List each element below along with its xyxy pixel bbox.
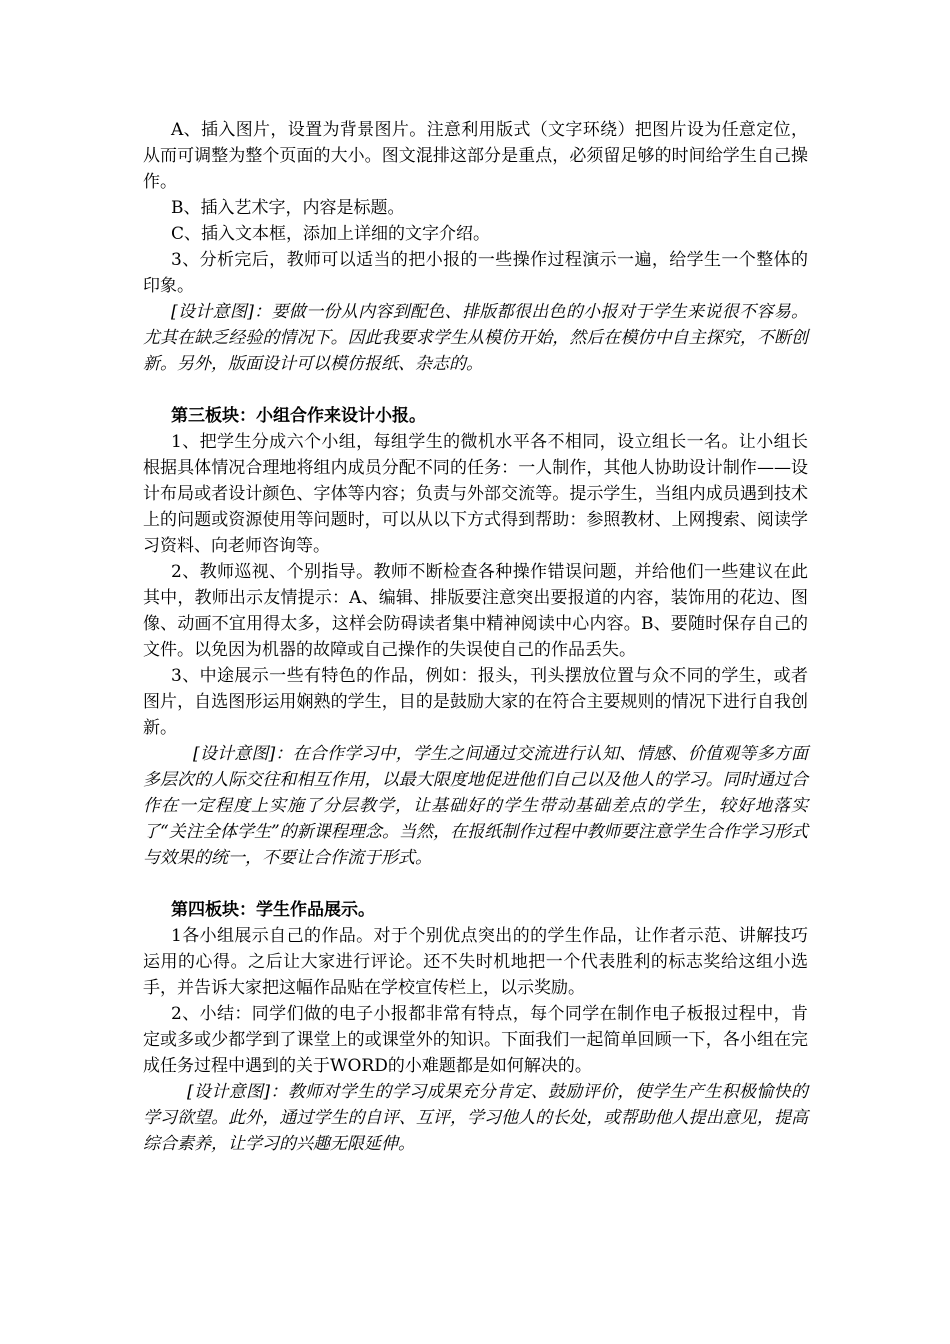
section3-paragraph-2: 2、教师巡视、个别指导。教师不断检查各种操作错误问题，并给他们一些建议在此其中，教师出示友情提示：A、编辑、排版要注意突出要报道的内容，装饰用的花边、图像、动画不宜用得太多，这样会防碍读者集中精神阅读中心内容。B、要随时保存自己的文件。以免因为机器的故障或自己操作的失误使自己的作品丢失。 — [143, 562, 808, 660]
paragraph-insert-picture: A、插入图片，设置为背景图片。注意利用版式（文字环绕）把图片设为任意定位，从而可调整为整个页面的大小。图文混排这部分是重点，必须留足够的时间给学生自己操作。 — [143, 120, 808, 192]
section3-paragraph-3: 3、中途展示一些有特色的作品，例如：报头，刊头摆放位置与众不同的学生，或者图片，自选图形运用娴熟的学生，目的是鼓励大家的在符合主要规则的情况下进行自我创新。 — [143, 666, 808, 738]
section4-paragraph-2: 2、小结：同学们做的电子小报都非常有特点，每个同学在制作电子板报过程中，肯定或多或少都学到了课堂上的或课堂外的知识。下面我们一起简单回顾一下，各小组在完成任务过程中遇到的关于WORD的小难题都是如何解决的。 — [143, 1004, 808, 1076]
section4-paragraph-1: 1各小组展示自己的作品。对于个别优点突出的的学生作品，让作者示范、讲解技巧运用的心得。之后让大家进行评论。还不失时机地把一个代表胜利的标志奖给这组小选手，并告诉大家把这幅作品贴在学校宣传栏上，以示奖励。 — [143, 926, 808, 998]
document-page — [143, 117, 808, 1157]
section3-heading: 第三板块：小组合作来设计小报。 — [171, 406, 426, 426]
paragraph-insert-textbox: C、插入文本框，添加上详细的文字介绍。 — [171, 224, 491, 244]
section4-heading: 第四板块：学生作品展示。 — [171, 900, 375, 920]
design-intent-section4: [设计意图]：教师对学生的学习成果充分肯定、鼓励评价，使学生产生积极愉快的学习欲望。此外，通过学生的自评、互评，学习他人的长处，或帮助他人提出意见，提高综合素养，让学习的兴趣无限延伸。 — [143, 1082, 808, 1154]
section3-paragraph-1: 1、把学生分成六个小组，每组学生的微机水平各不相同，设立组长一名。让小组长根据具体情况合理地将组内成员分配不同的任务：一人制作，其他人协助设计制作——设计布局或者设计颜色、字体等内容；负责与外部交流等。提示学生，当组内成员遇到技术上的问题或资源使用等问题时，可以从以下方式得到帮助：参照教材、上网搜索、阅读学习资料、向老师咨询等。 — [143, 432, 808, 556]
section-spacer — [143, 871, 808, 897]
section-spacer — [143, 377, 808, 403]
paragraph-teacher-demo: 3、分析完后，教师可以适当的把小报的一些操作过程演示一遍，给学生一个整体的印象。 — [143, 250, 808, 296]
design-intent-section2: [设计意图]：要做一份从内容到配色、排版都很出色的小报对于学生来说很不容易。尤其在缺乏经验的情况下。因此我要求学生从模仿开始，然后在模仿中自主探究，不断创新。另外，版面设计可以模仿报纸、杂志的。 — [143, 302, 808, 374]
paragraph-insert-wordart: B、插入艺术字，内容是标题。 — [171, 198, 405, 218]
design-intent-section3: [设计意图]：在合作学习中，学生之间通过交流进行认知、情感、价值观等多方面多层次的人际交往和相互作用，以最大限度地促进他们自己以及他人的学习。同时通过合作在一定程度上实施了分层教学，让基础好的学生带动基础差点的学生，较好地落实了“关注全体学生”的新课程理念。当然，在报纸制作过程中教师要注意学生合作学习形式与效果的统一，不要让合作流于形式。 — [143, 744, 808, 868]
